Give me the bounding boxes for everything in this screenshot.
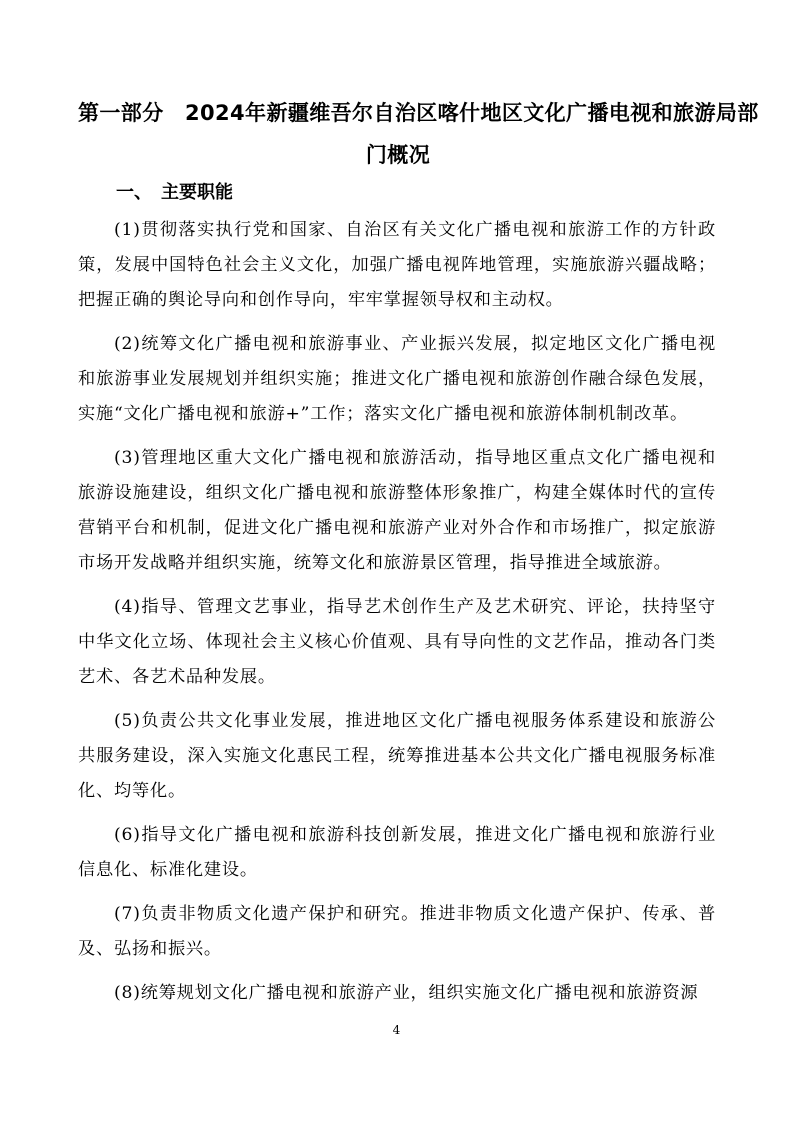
section-heading: 一、 主要职能 (116, 182, 233, 203)
paragraph-7: (7)负责非物质文化遗产保护和研究。推进非物质文化遗产保护、传承、普及、弘扬和振兴。 (78, 904, 716, 959)
paragraph-6: (6)指导文化广播电视和旅游科技创新发展，推进文化广播电视和旅游行业信息化、标准化建设。 (78, 825, 716, 880)
paragraph-8: (8)统筹规划文化广播电视和旅游产业，组织实施文化广播电视和旅游资源 (114, 983, 699, 1003)
title-line-2: 门概况 (365, 143, 431, 167)
page-title (78, 92, 759, 176)
paragraph-5: (5)负责公共文化事业发展，推进地区文化广播电视服务体系建设和旅游公共服务建设，深入实施文化惠民工程，统筹推进基本公共文化广播电视服务标准化、均等化。 (78, 711, 716, 801)
body-text (78, 213, 716, 1020)
page-number: 4 (392, 1023, 401, 1037)
paragraph-1: (1)贯彻落实执行党和国家、自治区有关文化广播电视和旅游工作的方针政策，发展中国特色社会主义文化，加强广播电视阵地管理，实施旅游兴疆战略；把握正确的舆论导向和创作导向，牢牢掌握领导权和主动权。 (78, 220, 716, 310)
paragraph-3: (3)管理地区重大文化广播电视和旅游活动，指导地区重点文化广播电视和旅游设施建设，组织文化广播电视和旅游整体形象推广，构建全媒体时代的宣传营销平台和机制，促进文化广播电视和旅游产业对外合作和市场推广，拟定旅游市场开发战略并组织实施，统筹文化和旅游景区管理，指导推进全域旅游。 (78, 448, 716, 573)
title-line-1: 第一部分 2024年新疆维吾尔自治区喀什地区文化广播电视和旅游局部 (78, 101, 759, 125)
paragraph-2: (2)统筹文化广播电视和旅游事业、产业振兴发展，拟定地区文化广播电视和旅游事业发展规划并组织实施；推进文化广播电视和旅游创作融合绿色发展，实施“文化广播电视和旅游+”工作；落实文化广播电视和旅游体制机制改革。 (78, 334, 716, 424)
paragraph-4: (4)指导、管理文艺事业，指导艺术创作生产及艺术研究、评论，扶持坚守中华文化立场、体现社会主义核心价值观、具有导向性的文艺作品，推动各门类艺术、各艺术品种发展。 (78, 597, 716, 687)
